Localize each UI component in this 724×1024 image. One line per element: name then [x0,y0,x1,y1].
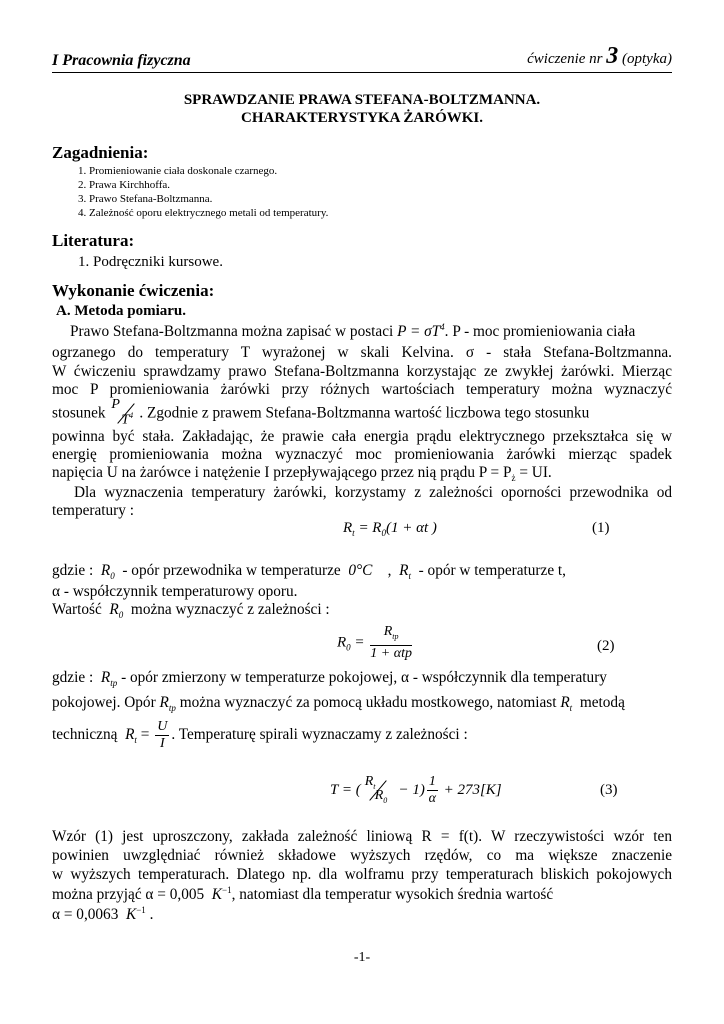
exercise-number: 3 [606,43,619,69]
course-title: I Pracownia fizyczna [52,52,191,69]
paragraph-line: gdzie : $R_{tp}$ - opór zmierzony w temperaturze pokojowej, α - współczynnik dla temperatury [52,669,607,689]
document-title-line-1: SPRAWDZANIE PRAWA STEFANA-BOLTZMANNA. [183,92,541,108]
paragraph-line: w wyższych temperaturach. Dlatego np. dla wolframu przy temperaturach bliskich pokojowych [52,866,672,883]
equation-2: $R_0$ = $\frac{R_{tp}}{\text{1 + αtp}}$ [337,624,412,661]
paragraph-line: temperatury : [52,502,134,519]
section-heading-literatura: Literatura: [52,231,135,250]
section-heading-zagadnienia: Zagadnienia: [52,143,149,162]
fraction-p-over-t4: P $T^4$ [111,397,134,428]
list-item: 4. Zależność oporu elektrycznego metali od temperatury. [78,207,329,219]
paragraph-line: α = 0,0063 $K^{-1}$ . [52,905,154,924]
equation-number: (1) [592,520,610,536]
paragraph-line: Wartość $R_0$ można wyznaczyć z zależności : [52,601,330,621]
paragraph-line: powinien uwzględniać również składowe wyższych rzędów, co ma większe znaczenie [52,847,672,864]
exercise-label: ćwiczenie nr 3 (optyka) [527,43,672,69]
paragraph-line: ogrzanego do temperatury T wyrażonej w skali Kelvina. σ - stała Stefana-Boltzmanna. [52,344,672,361]
paragraph-line: napięcia U na żarówce i natężenie I przepływającego przez nią prądu $P = P_ż$ = UI. [52,464,552,484]
page-header [52,43,672,73]
list-item: 1. Promieniowanie ciała doskonale czarnego. [78,165,278,177]
paragraph-line: powinna być stała. Zakładając, że prawie cała energia prądu elektrycznego przekształca się w [52,428,672,445]
list-item: 2. Prawa Kirchhoffa. [78,179,171,191]
subheading-metoda: A. Metoda pomiaru. [56,303,186,319]
paragraph-line: W ćwiczeniu sprawdzamy prawo Stefana-Boltzmanna korzystając ze zwykłej żarówki. Mierząc [52,363,672,380]
paragraph-line: Prawo Stefana-Boltzmanna można zapisać w postaci $P = \sigma T^4$. P - moc promieniowania ciała [70,322,636,341]
paragraph-line: Dla wyznaczenia temperatury żarówki, korzystamy z zależności oporności przewodnika od [74,484,672,501]
paragraph-line: stosunek P $T^4$ . Zgodnie z prawem Stefana-Boltzmanna wartość liczbowa tego stosunku [52,397,590,428]
section-heading-wykonanie: Wykonanie ćwiczenia: [52,281,215,300]
list-item: 3. Prawo Stefana-Boltzmanna. [78,193,213,205]
page-number: -1- [353,950,371,965]
equation-number: (3) [600,782,618,798]
equation-3: T = ( $R_t$ $R_0$ − 1) $\frac{1}{\alpha}$ + 273[K] [330,773,502,806]
paragraph-line: pokojowej. Opór $R_{tp}$ można wyznaczyć za pomocą układu mostkowego, natomiast $R_t$ metodą [52,694,625,714]
list-item: 1. Podręczniki kursowe. [78,254,223,270]
paragraph-line: można przyjąć α = 0,005 $K^{-1}$, natomiast dla temperatur wysokich średnia wartość [52,885,554,904]
paragraph-line: Wzór (1) jest uproszczony, zakłada zależność liniową R = f(t). W rzeczywistości wzór ten [52,828,672,845]
paragraph-line: energię promieniowania można wyznaczyć moc promieniowania żarówki mierząc spadek [52,446,672,463]
paragraph-line: α - współczynnik temperaturowy oporu. [52,583,298,600]
document-title-line-2: CHARAKTERYSTYKA ŻARÓWKI. [240,110,483,126]
paragraph-line: gdzie : $R_0$ - opór przewodnika w temperaturze 0°C , $R_t$ - opór w temperaturze t, [52,562,567,582]
formula-stefan-boltzmann: $P = \sigma T^4$ [397,322,445,341]
paragraph-line: techniczną $R_t$ = $\frac{U}{I}$ . Temperaturę spirali wyznaczamy z zależności : [52,719,468,751]
equation-1: $R_t = R_0(1 + \alpha t$ ) [343,520,437,538]
paragraph-line: moc P promieniowania żarówki przy różnych wartościach temperatury można wyznaczyć [52,381,672,398]
equation-number: (2) [597,638,615,654]
